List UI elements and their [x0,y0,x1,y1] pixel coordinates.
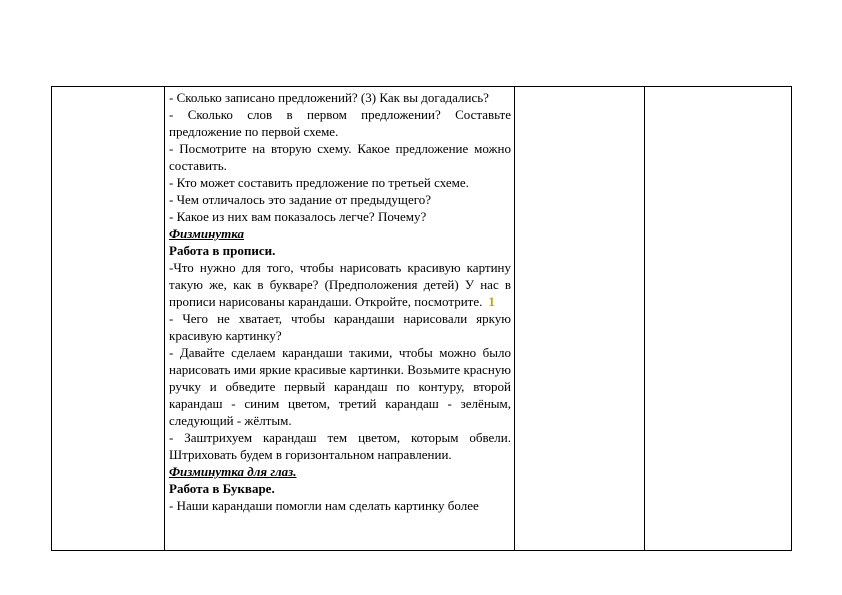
paragraph [169,259,511,310]
paragraph: - Какое из них вам показалось легче? Почему? [169,209,427,224]
paragraph: - Сколько записано предложений? (3) Как вы догадались? [169,90,489,105]
table-cell-teacher-activity [165,87,515,551]
section-heading: Работа в прописи. [169,243,276,258]
paragraph-text: -Что нужно для того, чтобы нарисовать красивую картину такую же, как в букваре? (Предположения детей) У нас в прописи нарисованы карандаши. Откройте, посмотрите. [169,260,511,309]
table-cell-notes [645,87,792,551]
lesson-table [51,86,792,551]
paragraph: - Наши карандаши помогли нам сделать картинку более [169,498,479,513]
paragraph: - Чего не хватает, чтобы карандаши нарисовали яркую красивую картинку? [169,311,511,343]
table-cell-student-activity [515,87,645,551]
table-row [52,87,792,551]
page-number-marker: 1 [488,294,495,309]
paragraph: - Посмотрите на вторую схему. Какое предложение можно составить. [169,141,511,173]
teacher-activity-text [165,87,514,548]
paragraph: - Кто может составить предложение по третьей схеме. [169,175,469,190]
paragraph: - Давайте сделаем карандаши такими, чтобы можно было нарисовать ими яркие красивые картинки. Возьмите красную ручку и обведите первый карандаш по контуру, второй карандаш - синим цветом, третий карандаш - зелёным, следующий - жёлтым. [169,345,511,428]
section-heading: Работа в Букваре. [169,481,275,496]
paragraph: - Чем отличалось это задание от предыдущего? [169,192,431,207]
paragraph: - Заштрихуем карандаш тем цветом, которым обвели. Штриховать будем в горизонтальном направлении. [169,430,511,462]
table-cell-stage [52,87,165,551]
section-heading: Физминутка для глаз. [169,464,297,479]
section-heading: Физминутка [169,226,245,241]
paragraph: - Сколько слов в первом предложении? Составьте предложение по первой схеме. [169,107,511,139]
